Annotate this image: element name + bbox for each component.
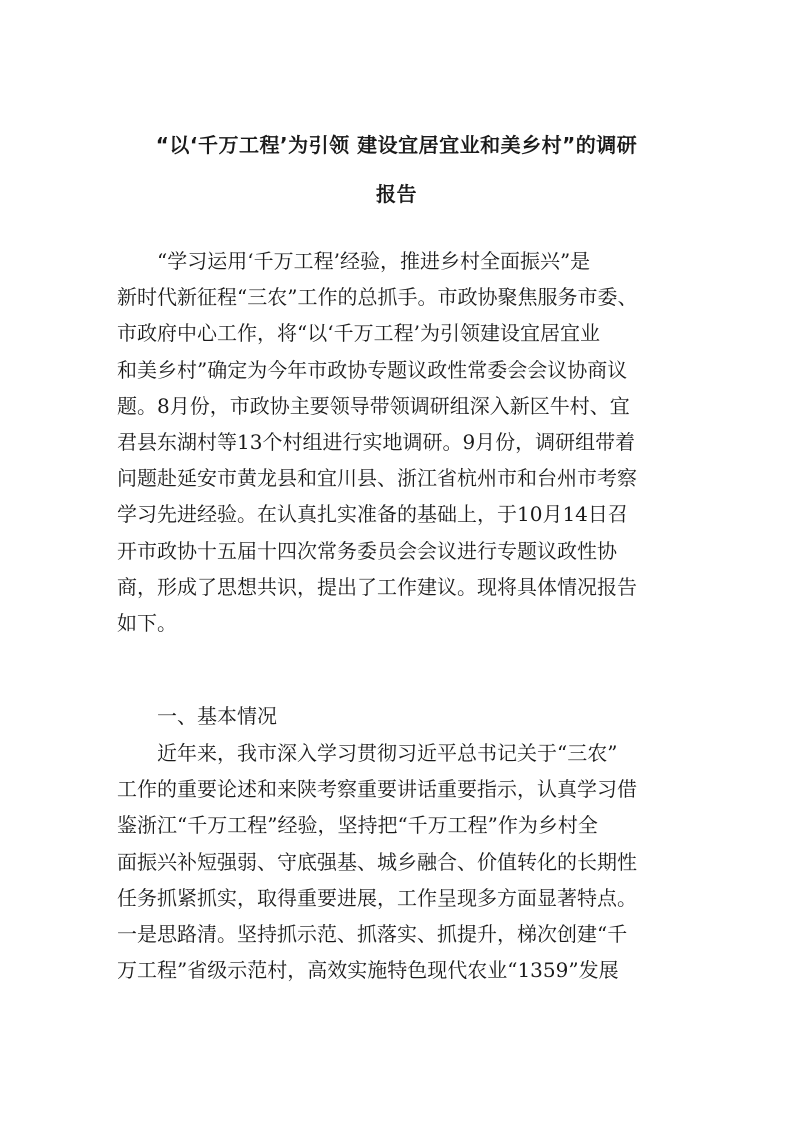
text-line: 工作的重要论述和来陕考察重要讲话重要指示，认真学习借 (117, 777, 637, 802)
text-line: 商，形成了思想共识，提出了工作建议。现将具体情况报告 (117, 574, 637, 599)
text-line: 和美乡村”确定为今年市政协专题议政性常委会会议协商议 (117, 357, 628, 382)
text-line: 市政府中心工作，将“以‘千万工程’为引领建设宜居宜业 (117, 321, 600, 346)
section-heading-text: 一、基本情况 (157, 704, 277, 728)
text-line: 题。8月份，市政协主要领导带领调研组深入新区牛村、宜 (117, 393, 630, 418)
text-line: 君县东湖村等13个村组进行实地调研。9月份，调研组带着 (117, 430, 636, 455)
text-line: 新时代新征程“三农”工作的总抓手。市政协聚焦服务市委、 (117, 285, 638, 310)
basic-situation-paragraph (117, 735, 677, 988)
text-line: 任务抓紧抓实，取得重要进展，工作呈现多方面显著特点。 (117, 885, 637, 910)
text-line: 如下。 (117, 611, 177, 636)
text-line: 学习先进经验。在认真扎实准备的基础上，于10月14日召 (117, 502, 628, 527)
text-line: 问题赴延安市黄龙县和宜川县、浙江省杭州市和台州市考察 (117, 466, 637, 491)
intro-paragraph (117, 243, 677, 641)
section-heading-basic-situation (117, 698, 677, 734)
text-line: 面振兴补短强弱、守底强基、城乡融合、价值转化的长期性 (117, 849, 637, 874)
text-line: 开市政协十五届十四次常务委员会会议进行专题议政性协 (117, 538, 617, 563)
text-line: 近年来，我市深入学习贯彻习近平总书记关于“三农” (157, 741, 618, 765)
text-line: 鉴浙江“千万工程”经验，坚持把“千万工程”作为乡村全 (117, 813, 598, 838)
report-title-line-2: 报告 (376, 182, 417, 206)
report-title-line-1: “以‘千万工程’为引领 建设宜居宜业和美乡村”的调研 (155, 133, 638, 157)
text-line: 万工程”省级示范村，高效实施特色现代农业“1359”发展 (117, 958, 619, 983)
text-line: “学习运用‘千万工程’经验，推进乡村全面振兴”是 (157, 249, 591, 273)
text-line: 一是思路清。坚持抓示范、抓落实、抓提升，梯次创建“千 (117, 922, 628, 947)
